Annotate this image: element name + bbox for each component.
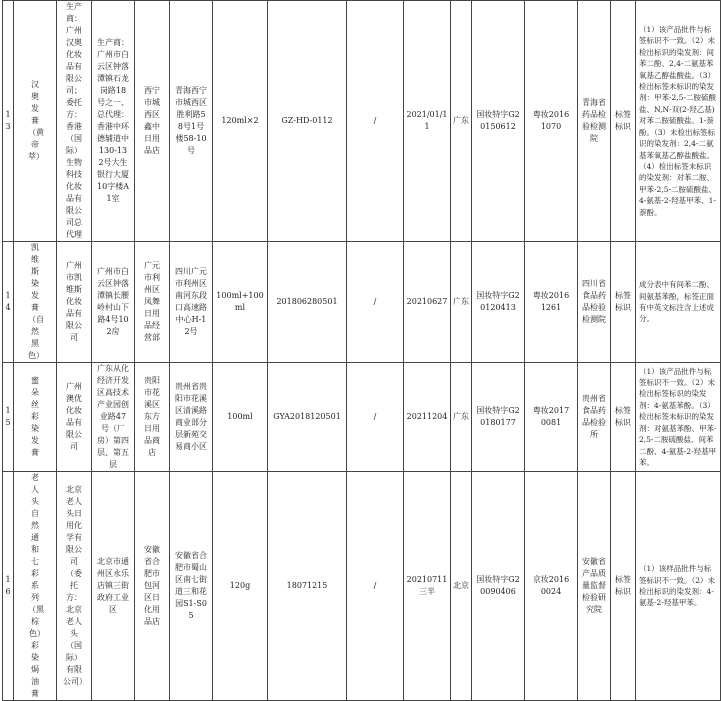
permit-number: 国妆特字G20180177 xyxy=(476,406,520,427)
row-number: 13 xyxy=(5,110,11,131)
sample-date: 20210711三半 xyxy=(406,575,448,596)
seller-name: 贵阳市花溪区东方日用品商店 xyxy=(144,376,160,457)
result-category: 标签标识 xyxy=(615,291,631,312)
permit-number: 国妆特字G20120413 xyxy=(476,291,520,312)
specification: 120ml×2 xyxy=(221,116,259,125)
empty-marker: / xyxy=(373,116,377,125)
manufacturer-address: 广州市白云区钟落潭镇长腰岭村山下路4号102房 xyxy=(97,267,129,336)
batch-number: 201806280501 xyxy=(276,297,338,306)
manufacturer-address: 北京市通州区永乐店镇三街政府工业区 xyxy=(97,557,129,614)
province: 北京 xyxy=(453,581,469,590)
inspection-notes: （1）该产品批件与标签标识不一致。（2）未检出标识的染发剂：间苯二酚、2,4-二氨基苯氧基乙醇盐酸盐。（3）检出标签未标识的染发剂：甲苯-2,5-二胺硫酸盐、N,N-双(2-羟乙基)对苯二胺硫酸盐、1-萘酚。（3）未检出标签标识的染发剂：2,4-二氨基苯氧基乙醇盐酸盐。（4）检出标签未标识的染发剂：对苯二胺、甲苯-2,5-二胺硫酸盐、4-氨基-2-羟基甲苯、1-萘酚。 xyxy=(639,25,716,217)
result-category: 标签标识 xyxy=(615,110,631,131)
table-row xyxy=(3,242,721,363)
empty-marker: / xyxy=(373,581,377,590)
record-number: 粤妆20170081 xyxy=(532,406,570,427)
inspection-notes: （1）该样品批件与标签标识不一致。（2）未检出标识的染发剂：4-氨基-2-羟基甲苯。 xyxy=(639,564,716,608)
specification: 100ml xyxy=(227,412,253,421)
product-name: 老人头自然通和七彩系列（黑棕色）彩染焗油膏 xyxy=(28,473,44,698)
empty-marker: / xyxy=(373,412,377,421)
permit-number: 国妆特字G20090406 xyxy=(476,575,520,596)
result-category: 标签标识 xyxy=(615,406,631,427)
province: 广东 xyxy=(453,116,469,125)
province: 广东 xyxy=(453,412,469,421)
product-name: 汉奥发膏（黄帝萃） xyxy=(28,80,44,161)
sample-date: 20210627 xyxy=(406,297,448,306)
inspection-notes: （1）该产品批件与标签标识不一致。（2）未检出标签标识的染发剂：4-氨基苯酚。（3）检出标签未标识的染发剂：对氨基苯酚、甲苯-2,5-二胺硫酸盐、间苯二酚、4-氨基-2-羟基甲苯。 xyxy=(639,366,717,467)
row-number: 16 xyxy=(5,575,11,596)
batch-number: GYA2018120501 xyxy=(273,412,341,421)
row-number: 14 xyxy=(5,291,11,312)
inspection-results-table xyxy=(2,0,721,701)
manufacturer-address: 广东从化经济开发区高技术产业园创业路47号（厂房）第四层、第五层 xyxy=(97,364,129,469)
permit-number: 国妆特字G20150612 xyxy=(476,110,520,131)
seller-address: 青海西宁市城西区胜利路58号1号楼58-10号 xyxy=(175,86,207,155)
manufacturer-name: 广州市凯维斯化妆品有限公司 xyxy=(66,261,82,342)
testing-institute: 贵州省食品药品检验所 xyxy=(582,394,606,439)
testing-institute: 安徽省产品质量监督检验研究院 xyxy=(582,557,606,614)
table-row xyxy=(3,363,721,472)
batch-number: GZ-HD-0112 xyxy=(281,116,333,125)
seller-name: 安徽省合肥市包河区日化用品店 xyxy=(144,545,160,626)
record-number: 粤妆20161261 xyxy=(532,291,570,312)
manufacturer-address: 生产商：广州市白云区钟落潭镇石龙岗路18号之一、总代理：香港中环德辅道中130-132号大生银行大厦10字楼A1室 xyxy=(97,38,129,203)
sample-date: 2021/01/11 xyxy=(406,110,448,131)
product-name: 蜜朵丝彩染发膏 xyxy=(31,376,39,457)
record-number: 粤妆20161070 xyxy=(532,110,570,131)
empty-marker: / xyxy=(373,297,377,306)
seller-address: 安徽省合肥市蜀山区南七街道三和花园S1-S05 xyxy=(175,551,207,620)
row-number: 15 xyxy=(5,406,11,427)
table-row xyxy=(3,1,721,242)
testing-institute: 青海省药品检验检测院 xyxy=(582,98,606,143)
manufacturer-name: 生产商：广州汉奥化妆品有限公司；委托方：香港（国际）生物科技化妆品有限公司总代理 xyxy=(66,2,82,239)
manufacturer-name: 北京老人头日用化学有限公司（委托方：北京老人头（国际）有限公司） xyxy=(63,485,87,686)
seller-name: 西宁市城西区鑫中日用品店 xyxy=(144,86,160,155)
product-name: 凯维斯染发膏（自然黑色） xyxy=(28,243,44,360)
specification: 100ml+100ml xyxy=(216,291,264,312)
manufacturer-name: 广州澳优化妆品有限公司 xyxy=(66,382,82,451)
testing-institute: 四川省食品药品检验检测院 xyxy=(582,279,606,324)
seller-address: 贵州省贵阳市花溪区清溪路商业部分层新苑交易商小区 xyxy=(175,382,207,451)
specification: 120g xyxy=(229,581,251,590)
batch-number: 18071215 xyxy=(286,581,328,590)
inspection-notes: 成分表中有间苯二酚、间氨基苯酚，标签正面有中英文标注含上述成分。 xyxy=(639,280,714,324)
result-category: 标签标识 xyxy=(615,575,631,596)
seller-address: 四川广元市利州区南河东段口高速路中心H-12号 xyxy=(175,267,207,336)
province: 广东 xyxy=(453,297,469,306)
record-number: 京妆20160024 xyxy=(532,575,570,596)
sample-date: 20211204 xyxy=(406,412,448,421)
seller-name: 广元市利州区凤舞日用品经营部 xyxy=(144,261,160,342)
table-row xyxy=(3,472,721,701)
